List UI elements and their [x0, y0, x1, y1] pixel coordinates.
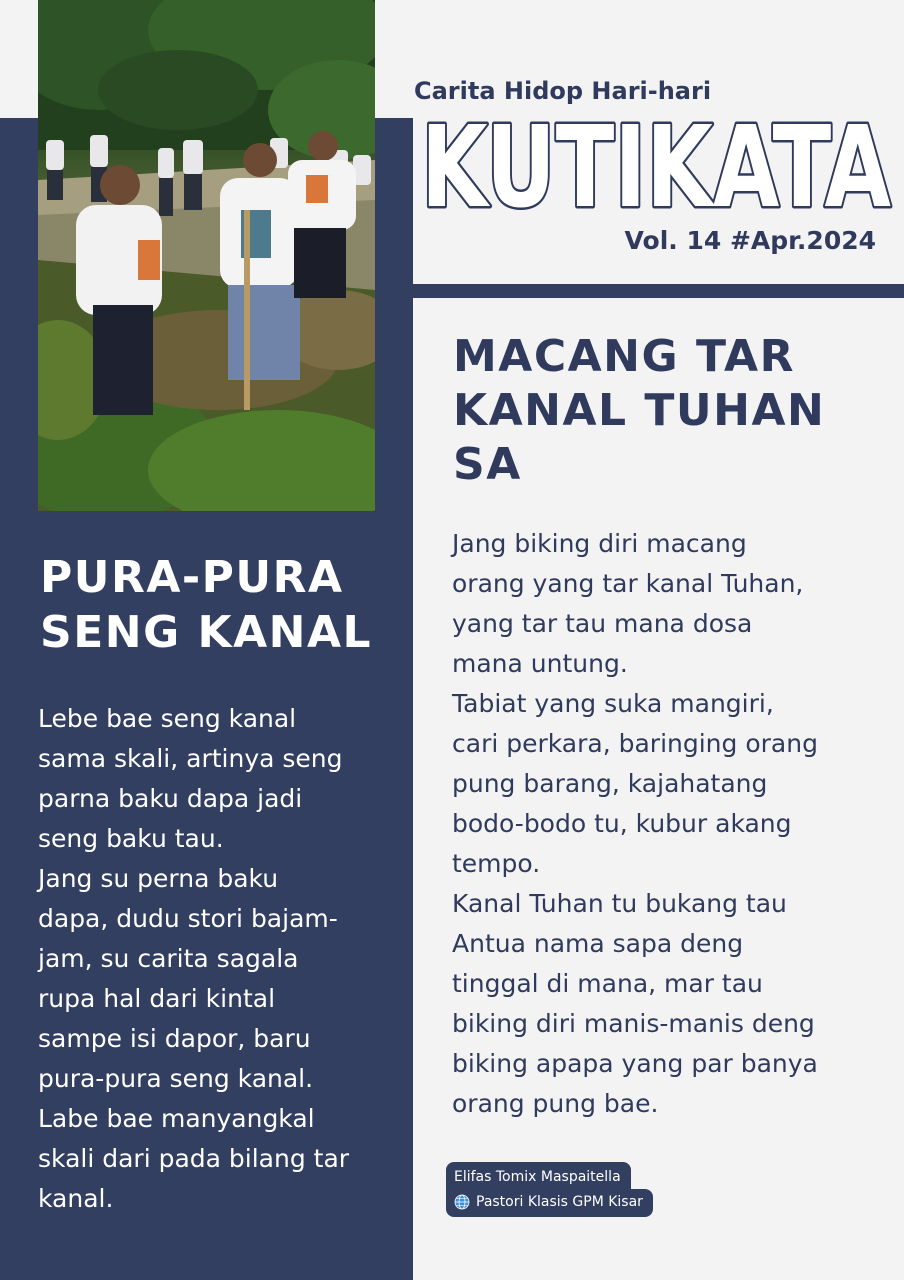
author-role: Pastori Klasis GPM Kisar [476, 1194, 643, 1210]
left-title-line-2: SENG KANAL [40, 607, 373, 658]
author-name: Elifas Tomix Maspaitella [446, 1162, 631, 1189]
masthead-subtitle: Carita Hidop Hari-hari [414, 77, 712, 105]
author-role-row [446, 1189, 653, 1217]
left-title-line-1: PURA-PURA [40, 552, 344, 603]
right-title-line-3: SA [453, 439, 522, 490]
author-badge [446, 1162, 653, 1217]
masthead-title: KUTIKATA [421, 110, 892, 220]
issue-volume: Vol. 14 #Apr.2024 [624, 226, 876, 255]
left-article-body: Lebe bae seng kanal sama skali, artinya seng parna baku dapa jadi seng baku tau. Jang su perna baku dapa, dudu stori bajam- jam, su carita sagala rupa hal dari kintal sampe isi dapor, baru pura-pura seng kanal. Labe bae manyangkal skali dari pada bilang tar kanal. [38, 704, 350, 1213]
cover-photo [38, 0, 375, 511]
masthead-logo [414, 110, 898, 220]
globe-icon [454, 1194, 470, 1210]
right-title-line-2: KANAL TUHAN [453, 385, 826, 436]
header-divider [413, 284, 904, 298]
right-article-body: Jang biking diri macang orang yang tar kanal Tuhan, yang tar tau mana dosa mana untung. Tabiat yang suka mangiri, cari perkara, baringing orang pung barang, kajahatang bodo-bodo tu, kubur akang tempo. Kanal Tuhan tu bukang tau Antua nama sapa deng tinggal di mana, mar tau biking diri manis-manis deng biking apapa yang par banya orang pung bae. [452, 529, 818, 1118]
left-article-title [40, 550, 410, 660]
right-article-title [453, 330, 893, 492]
right-title-line-1: MACANG TAR [453, 331, 795, 382]
